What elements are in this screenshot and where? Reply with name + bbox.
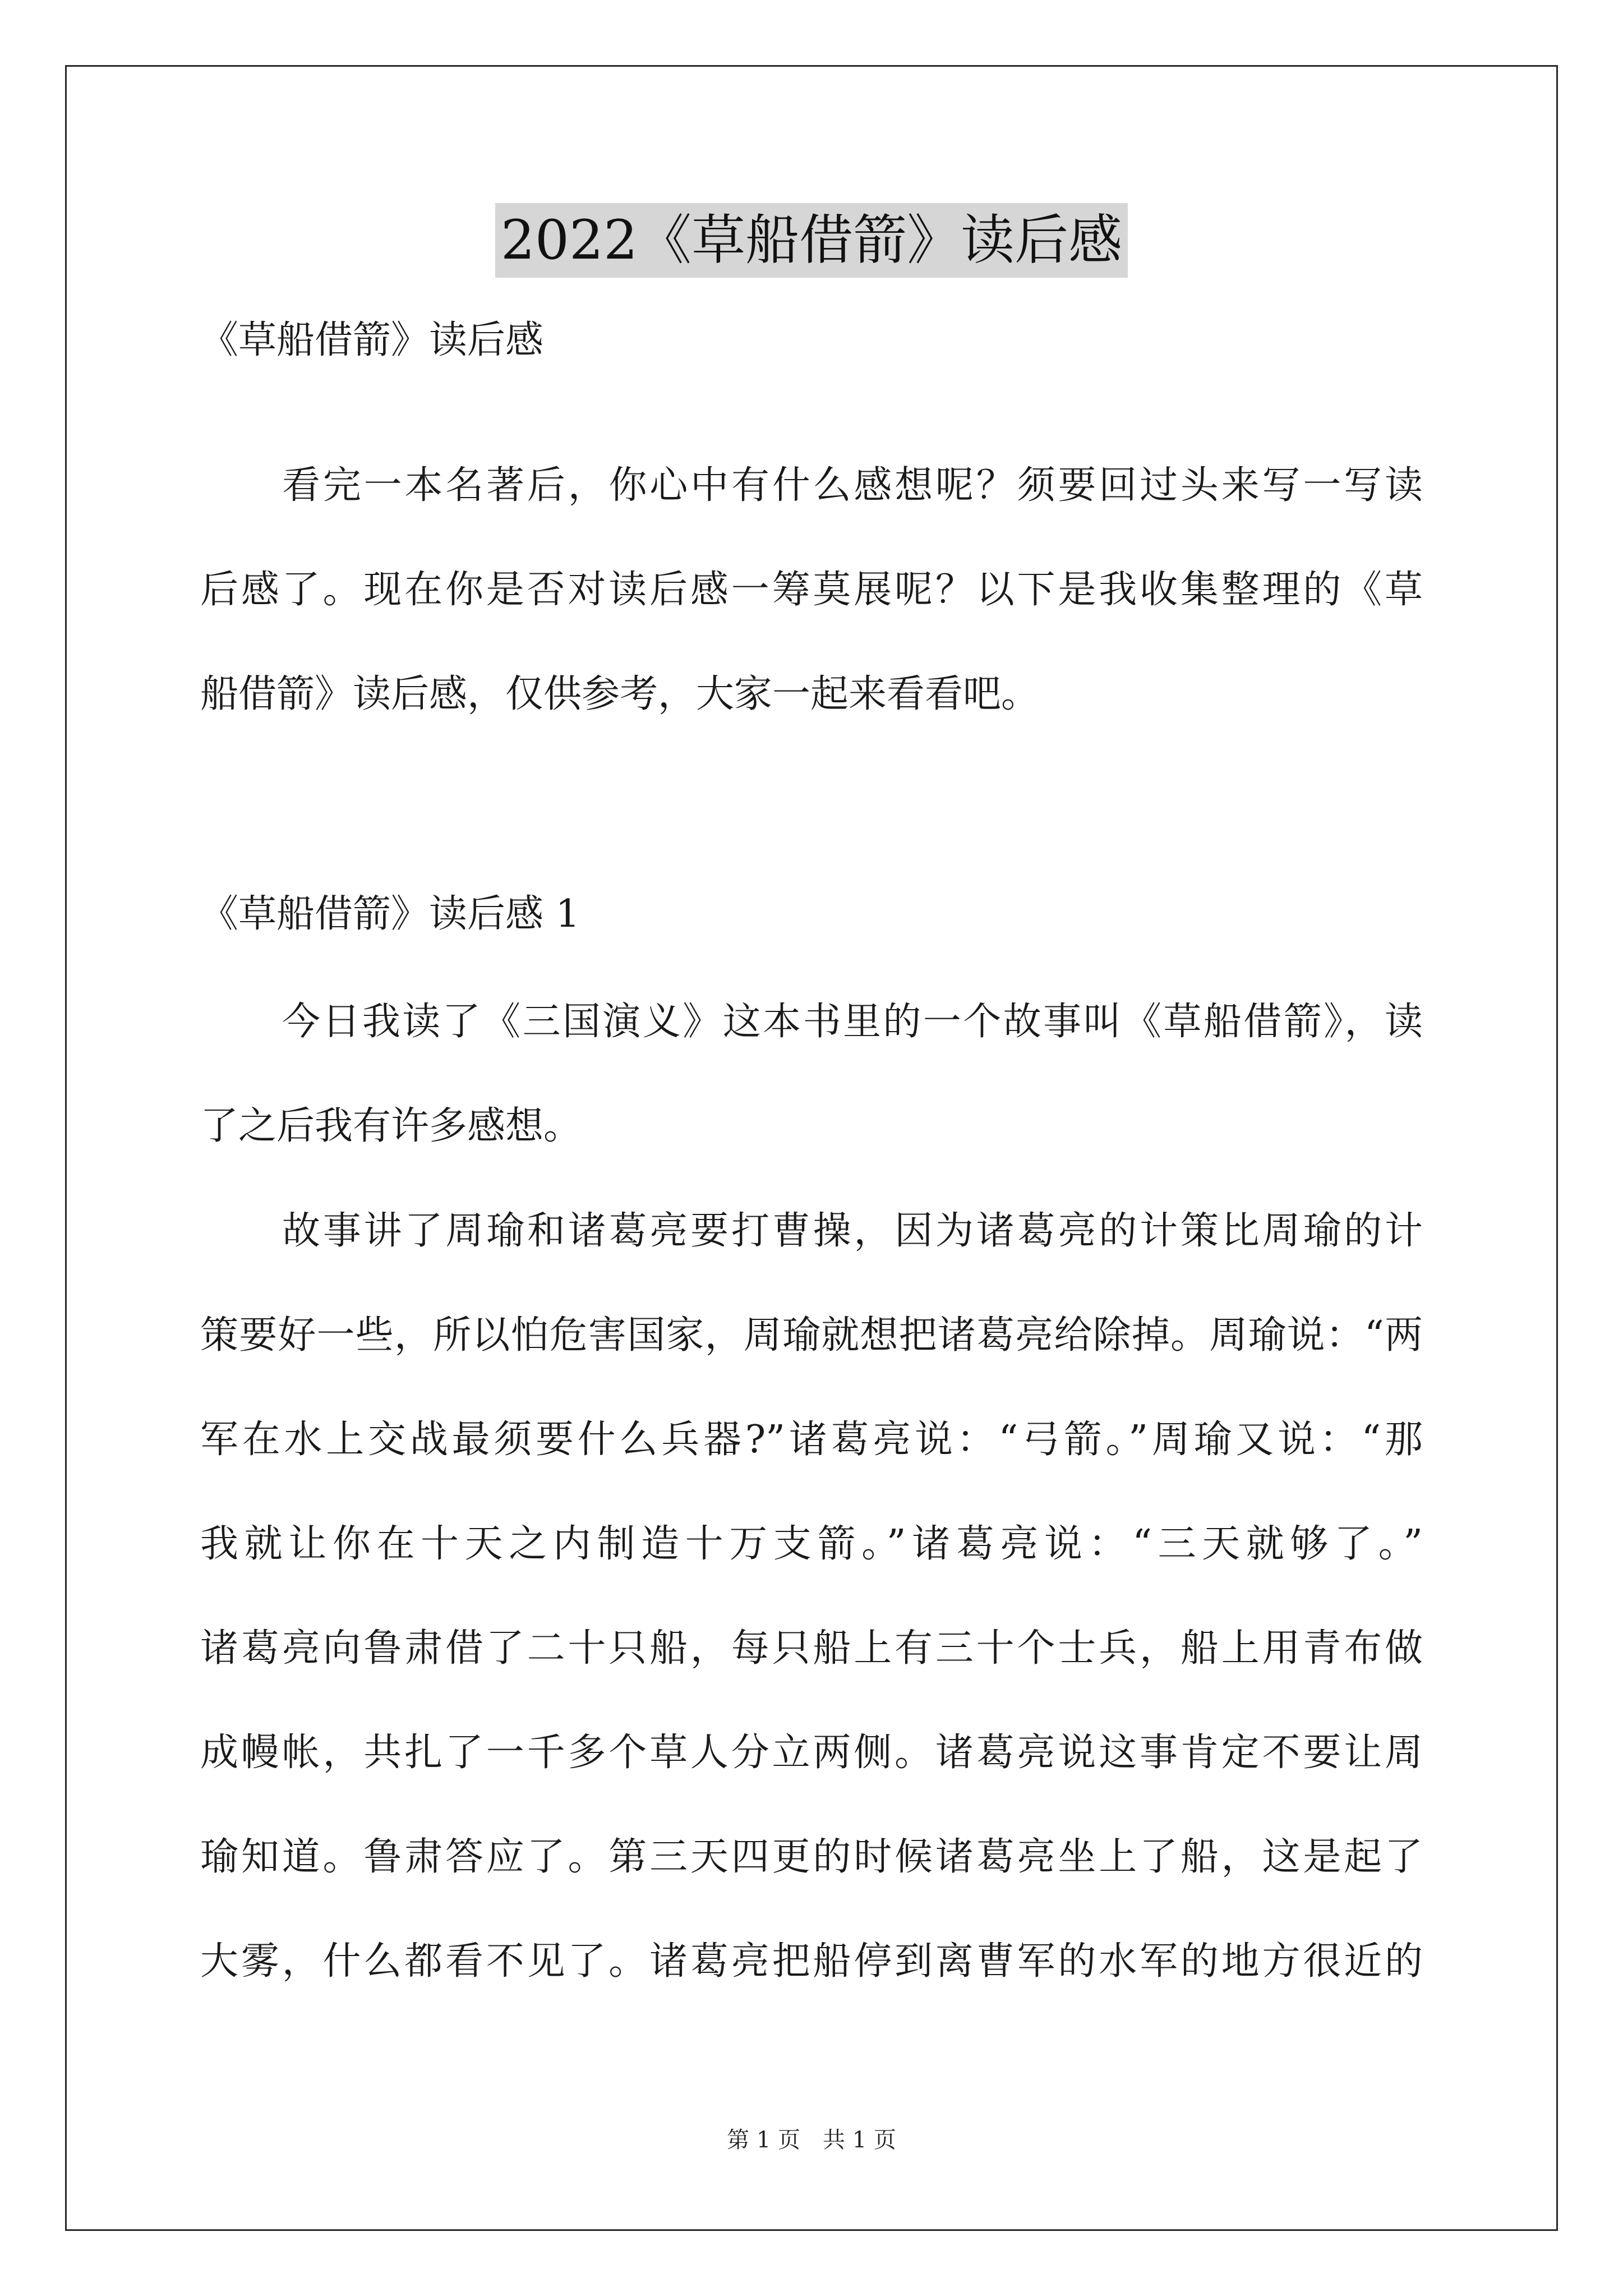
paragraph-line: 后感了。现在你是否对读后感一筹莫展呢？以下是我收集整理的《草 bbox=[200, 568, 1423, 612]
paragraph-line: 我就让你在十天之内制造十万支箭。”诸葛亮说：“三天就够了。” bbox=[200, 1522, 1423, 1566]
section-heading: 《草船借箭》读后感 bbox=[200, 318, 544, 362]
paragraph-line: 看完一本名著后，你心中有什么感想呢？须要回过头来写一写读 bbox=[282, 463, 1423, 508]
document-title: 2022《草船借箭》读后感 bbox=[495, 203, 1128, 278]
paragraph-line: 故事讲了周瑜和诸葛亮要打曹操，因为诸葛亮的计策比周瑜的计 bbox=[282, 1209, 1423, 1253]
paragraph-line: 诸葛亮向鲁肃借了二十只船，每只船上有三十个士兵，船上用青布做 bbox=[200, 1626, 1423, 1671]
paragraph-line: 策要好一些，所以怕危害国家，周瑜就想把诸葛亮给除掉。周瑜说：“两 bbox=[200, 1313, 1423, 1358]
section-heading: 《草船借箭》读后感 1 bbox=[200, 892, 580, 936]
paragraph-line: 大雾，什么都看不见了。诸葛亮把船停到离曹军的水军的地方很近的 bbox=[200, 1939, 1423, 1984]
paragraph-line: 瑜知道。鲁肃答应了。第三天四更的时候诸葛亮坐上了船，这是起了 bbox=[200, 1835, 1423, 1879]
paragraph-line: 船借箭》读后感，仅供参考，大家一起来看看吧。 bbox=[200, 672, 1040, 716]
paragraph-line: 了之后我有许多感想。 bbox=[200, 1104, 582, 1148]
paragraph-line: 成幔帐，共扎了一千多个草人分立两侧。诸葛亮说这事肯定不要让周 bbox=[200, 1731, 1423, 1775]
title-container bbox=[0, 203, 1623, 278]
paragraph-line: 军在水上交战最须要什么兵器?”诸葛亮说：“弓箭。”周瑜又说：“那 bbox=[200, 1418, 1423, 1462]
paragraph-line: 今日我读了《三国演义》这本书里的一个故事叫《草船借箭》，读 bbox=[282, 1000, 1423, 1044]
page-footer: 第 1 页 共 1 页 bbox=[727, 2127, 896, 2153]
